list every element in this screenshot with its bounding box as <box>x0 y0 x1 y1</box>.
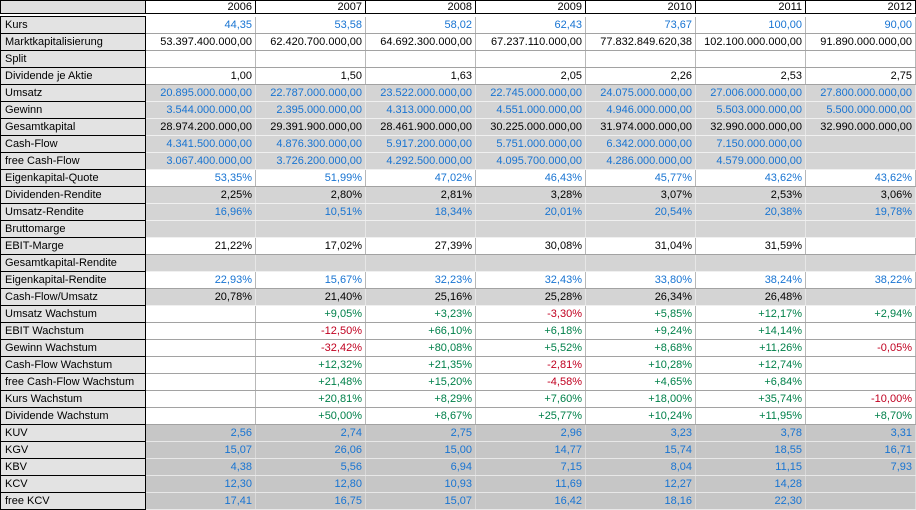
table-cell: +3,23% <box>366 306 476 323</box>
table-row <box>1 255 916 272</box>
table-cell: 22,93% <box>146 272 256 289</box>
table-cell: 3,07% <box>586 187 696 204</box>
table-cell: 15,67% <box>256 272 366 289</box>
row-label: Cash-Flow/Umsatz <box>1 289 146 306</box>
year-header: 2010 <box>586 1 696 14</box>
table-cell: 3.726.200.000,00 <box>256 153 366 170</box>
table-cell: 91.890.000.000,00 <box>806 34 916 51</box>
table-cell: +8,67% <box>366 408 476 425</box>
table-row <box>1 102 916 119</box>
table-cell: 2,96 <box>476 425 586 442</box>
table-cell: 26,06 <box>256 442 366 459</box>
table-cell <box>476 51 586 68</box>
table-cell: 73,67 <box>586 17 696 34</box>
table-row <box>1 340 916 357</box>
table-row <box>1 323 916 340</box>
table-cell: 25,28% <box>476 289 586 306</box>
table-cell: 3.067.400.000,00 <box>146 153 256 170</box>
table-row <box>1 408 916 425</box>
table-cell: 2,81% <box>366 187 476 204</box>
row-label: free KCV <box>1 493 146 510</box>
row-label: Umsatz <box>1 85 146 102</box>
table-cell <box>366 221 476 238</box>
table-cell <box>696 51 806 68</box>
table-cell: +80,08% <box>366 340 476 357</box>
row-label: KGV <box>1 442 146 459</box>
table-cell: 18,34% <box>366 204 476 221</box>
table-cell: 18,16 <box>586 493 696 510</box>
table-cell: +12,74% <box>696 357 806 374</box>
table-cell: 10,51% <box>256 204 366 221</box>
row-label: Eigenkapital-Quote <box>1 170 146 187</box>
table-cell: 64.692.300.000,00 <box>366 34 476 51</box>
table-cell: 4.313.000.000,00 <box>366 102 476 119</box>
table-cell: 21,22% <box>146 238 256 255</box>
table-cell: 27.006.000.000,00 <box>696 85 806 102</box>
table-cell: 16,71 <box>806 442 916 459</box>
table-row <box>1 476 916 493</box>
table-cell: -10,00% <box>806 391 916 408</box>
table-cell: 24.075.000.000,00 <box>586 85 696 102</box>
table-cell <box>146 340 256 357</box>
table-cell: +7,60% <box>476 391 586 408</box>
table-cell: 4.292.500.000,00 <box>366 153 476 170</box>
table-cell: 6,94 <box>366 459 476 476</box>
table-cell <box>146 408 256 425</box>
table-cell: 14,77 <box>476 442 586 459</box>
table-cell: 77.832.849.620,38 <box>586 34 696 51</box>
table-cell <box>146 391 256 408</box>
table-cell: 31,04% <box>586 238 696 255</box>
table-row <box>1 119 916 136</box>
table-cell: -12,50% <box>256 323 366 340</box>
table-cell: 43,62% <box>806 170 916 187</box>
table-cell <box>806 357 916 374</box>
table-cell: +12,32% <box>256 357 366 374</box>
table-cell: 15,07 <box>146 442 256 459</box>
table-cell: +10,28% <box>586 357 696 374</box>
table-cell: 7,93 <box>806 459 916 476</box>
table-cell: 4.579.000.000,00 <box>696 153 806 170</box>
table-cell: 15,00 <box>366 442 476 459</box>
table-row <box>1 306 916 323</box>
row-label: Gewinn <box>1 102 146 119</box>
table-cell: 5,56 <box>256 459 366 476</box>
table-cell: 5.917.200.000,00 <box>366 136 476 153</box>
table-cell: 2.395.000.000,00 <box>256 102 366 119</box>
year-header: 2012 <box>806 1 916 14</box>
table-cell <box>256 255 366 272</box>
table-cell: 46,43% <box>476 170 586 187</box>
table-row <box>1 357 916 374</box>
table-cell: 4.095.700.000,00 <box>476 153 586 170</box>
row-label: Gesamtkapital-Rendite <box>1 255 146 272</box>
table-cell: 53,58 <box>256 17 366 34</box>
table-cell <box>586 51 696 68</box>
table-cell: +18,00% <box>586 391 696 408</box>
table-row <box>1 17 916 34</box>
table-cell: 27,39% <box>366 238 476 255</box>
table-cell: 6.342.000.000,00 <box>586 136 696 153</box>
table-cell: 16,42 <box>476 493 586 510</box>
table-cell <box>806 221 916 238</box>
table-cell: +14,14% <box>696 323 806 340</box>
table-cell: 32,43% <box>476 272 586 289</box>
table-cell: 33,80% <box>586 272 696 289</box>
table-row <box>1 221 916 238</box>
table-cell <box>146 357 256 374</box>
year-header-row <box>1 1 916 14</box>
table-cell: +12,17% <box>696 306 806 323</box>
table-cell: 28.461.900.000,00 <box>366 119 476 136</box>
table-cell: 45,77% <box>586 170 696 187</box>
table-cell: -4,58% <box>476 374 586 391</box>
table-cell: 32.990.000.000,00 <box>696 119 806 136</box>
table-cell: -2,81% <box>476 357 586 374</box>
table-cell: 12,27 <box>586 476 696 493</box>
year-header: 2009 <box>476 1 586 14</box>
table-cell: +11,26% <box>696 340 806 357</box>
table-cell: 21,40% <box>256 289 366 306</box>
table-cell <box>476 221 586 238</box>
table-cell <box>146 306 256 323</box>
table-cell: 43,62% <box>696 170 806 187</box>
table-row <box>1 136 916 153</box>
table-cell: 27.800.000.000,00 <box>806 85 916 102</box>
row-label: EBIT-Marge <box>1 238 146 255</box>
table-cell: 30.225.000.000,00 <box>476 119 586 136</box>
table-cell: +50,00% <box>256 408 366 425</box>
table-cell: 53,35% <box>146 170 256 187</box>
table-cell: 29.391.900.000,00 <box>256 119 366 136</box>
table-cell: 1,00 <box>146 68 256 85</box>
table-cell: 62.420.700.000,00 <box>256 34 366 51</box>
table-cell: 30,08% <box>476 238 586 255</box>
table-cell: +6,84% <box>696 374 806 391</box>
row-label: KBV <box>1 459 146 476</box>
table-row <box>1 442 916 459</box>
year-header: 2006 <box>146 1 256 14</box>
table-row <box>1 170 916 187</box>
table-cell <box>806 476 916 493</box>
table-cell: +21,35% <box>366 357 476 374</box>
table-row <box>1 425 916 442</box>
table-cell: 28.974.200.000,00 <box>146 119 256 136</box>
table-cell: 4.286.000.000,00 <box>586 153 696 170</box>
table-cell: 2,80% <box>256 187 366 204</box>
table-row <box>1 493 916 510</box>
table-row <box>1 272 916 289</box>
table-cell: -3,30% <box>476 306 586 323</box>
table-cell <box>806 374 916 391</box>
table-cell: 22.745.000.000,00 <box>476 85 586 102</box>
table-cell <box>146 255 256 272</box>
table-cell <box>586 221 696 238</box>
table-cell: 100,00 <box>696 17 806 34</box>
table-cell: 3,23 <box>586 425 696 442</box>
row-label: KCV <box>1 476 146 493</box>
table-cell: 11,69 <box>476 476 586 493</box>
table-cell: 31.974.000.000,00 <box>586 119 696 136</box>
table-cell <box>256 51 366 68</box>
corner-cell <box>1 1 146 14</box>
row-label: free Cash-Flow Wachstum <box>1 374 146 391</box>
table-cell: 3,31 <box>806 425 916 442</box>
table-cell: 17,02% <box>256 238 366 255</box>
table-cell: 4,38 <box>146 459 256 476</box>
table-cell: 2,53 <box>696 68 806 85</box>
table-cell: 32,23% <box>366 272 476 289</box>
table-cell <box>806 323 916 340</box>
table-cell: +21,48% <box>256 374 366 391</box>
table-cell: 2,05 <box>476 68 586 85</box>
table-cell <box>146 51 256 68</box>
table-cell: 2,74 <box>256 425 366 442</box>
table-cell: 11,15 <box>696 459 806 476</box>
table-cell: +20,81% <box>256 391 366 408</box>
row-label: Dividenden-Rendite <box>1 187 146 204</box>
row-label: Eigenkapital-Rendite <box>1 272 146 289</box>
table-cell: 14,28 <box>696 476 806 493</box>
table-cell: 44,35 <box>146 17 256 34</box>
table-cell: 102.100.000.000,00 <box>696 34 806 51</box>
table-cell: 15,07 <box>366 493 476 510</box>
table-cell: 12,80 <box>256 476 366 493</box>
table-cell: 4.946.000.000,00 <box>586 102 696 119</box>
year-header: 2007 <box>256 1 366 14</box>
table-cell: 20,54% <box>586 204 696 221</box>
row-label: Dividende Wachstum <box>1 408 146 425</box>
table-row <box>1 238 916 255</box>
row-label: Bruttomarge <box>1 221 146 238</box>
table-cell: 7,15 <box>476 459 586 476</box>
table-cell: 15,74 <box>586 442 696 459</box>
table-cell: 26,48% <box>696 289 806 306</box>
table-cell: +4,65% <box>586 374 696 391</box>
table-cell: 23.522.000.000,00 <box>366 85 476 102</box>
table-cell: 8,04 <box>586 459 696 476</box>
table-cell <box>806 153 916 170</box>
table-cell: +35,74% <box>696 391 806 408</box>
table-cell: 90,00 <box>806 17 916 34</box>
table-cell <box>806 493 916 510</box>
table-row <box>1 51 916 68</box>
table-row <box>1 391 916 408</box>
table-cell: 18,55 <box>696 442 806 459</box>
table-cell: +10,24% <box>586 408 696 425</box>
table-cell: 51,99% <box>256 170 366 187</box>
table-cell: 2,25% <box>146 187 256 204</box>
row-label: Split <box>1 51 146 68</box>
table-cell: +8,70% <box>806 408 916 425</box>
table-row <box>1 68 916 85</box>
row-label: Kurs Wachstum <box>1 391 146 408</box>
row-label: Gewinn Wachstum <box>1 340 146 357</box>
table-cell <box>366 51 476 68</box>
table-cell: 2,56 <box>146 425 256 442</box>
table-cell: 5.751.000.000,00 <box>476 136 586 153</box>
table-row <box>1 153 916 170</box>
table-cell <box>696 221 806 238</box>
table-cell: 4.876.300.000,00 <box>256 136 366 153</box>
table-cell: +8,29% <box>366 391 476 408</box>
table-cell <box>256 221 366 238</box>
table-cell: 32.990.000.000,00 <box>806 119 916 136</box>
row-label: Cash-Flow Wachstum <box>1 357 146 374</box>
table-row <box>1 289 916 306</box>
table-cell <box>806 238 916 255</box>
row-label: Cash-Flow <box>1 136 146 153</box>
year-header: 2011 <box>696 1 806 14</box>
year-header: 2008 <box>366 1 476 14</box>
row-label: KUV <box>1 425 146 442</box>
row-label: free Cash-Flow <box>1 153 146 170</box>
table-row <box>1 459 916 476</box>
table-cell: 53.397.400.000,00 <box>146 34 256 51</box>
table-cell <box>146 323 256 340</box>
table-cell: 2,75 <box>366 425 476 442</box>
table-cell: 17,41 <box>146 493 256 510</box>
table-cell: +15,20% <box>366 374 476 391</box>
table-row <box>1 187 916 204</box>
table-cell: -32,42% <box>256 340 366 357</box>
table-cell: 20,01% <box>476 204 586 221</box>
table-cell: 58,02 <box>366 17 476 34</box>
table-cell: 3,28% <box>476 187 586 204</box>
table-cell: 2,26 <box>586 68 696 85</box>
row-label: Umsatz-Rendite <box>1 204 146 221</box>
table-cell <box>366 255 476 272</box>
table-row <box>1 204 916 221</box>
table-cell <box>146 221 256 238</box>
row-label: Gesamtkapital <box>1 119 146 136</box>
table-cell: 7.150.000.000,00 <box>696 136 806 153</box>
row-label: Marktkapitalisierung <box>1 34 146 51</box>
table-cell: 16,96% <box>146 204 256 221</box>
table-cell: 3.544.000.000,00 <box>146 102 256 119</box>
table-cell: 62,43 <box>476 17 586 34</box>
table-cell <box>586 255 696 272</box>
table-cell: 3,78 <box>696 425 806 442</box>
table-row <box>1 85 916 102</box>
table-cell: 22.787.000.000,00 <box>256 85 366 102</box>
table-cell: 12,30 <box>146 476 256 493</box>
table-cell <box>476 255 586 272</box>
table-cell: 2,53% <box>696 187 806 204</box>
table-cell: 19,78% <box>806 204 916 221</box>
table-cell <box>696 255 806 272</box>
table-cell: 25,16% <box>366 289 476 306</box>
table-cell: 67.237.110.000,00 <box>476 34 586 51</box>
table-cell: +25,77% <box>476 408 586 425</box>
table-cell: 22,30 <box>696 493 806 510</box>
table-cell: +2,94% <box>806 306 916 323</box>
table-cell: 31,59% <box>696 238 806 255</box>
table-cell <box>806 51 916 68</box>
table-row <box>1 34 916 51</box>
row-label: EBIT Wachstum <box>1 323 146 340</box>
table-cell <box>146 374 256 391</box>
table-cell: 20.895.000.000,00 <box>146 85 256 102</box>
table-cell: 5.503.000.000,00 <box>696 102 806 119</box>
row-label: Dividende je Aktie <box>1 68 146 85</box>
table-cell: 20,38% <box>696 204 806 221</box>
row-label: Kurs <box>1 17 146 34</box>
row-label: Umsatz Wachstum <box>1 306 146 323</box>
table-cell: 47,02% <box>366 170 476 187</box>
table-cell: +9,24% <box>586 323 696 340</box>
table-cell: 10,93 <box>366 476 476 493</box>
table-cell: 2,75 <box>806 68 916 85</box>
table-cell: 26,34% <box>586 289 696 306</box>
table-cell: 3,06% <box>806 187 916 204</box>
table-cell: +8,68% <box>586 340 696 357</box>
table-cell: 1,50 <box>256 68 366 85</box>
table-cell: 38,24% <box>696 272 806 289</box>
table-cell: 5.500.000.000,00 <box>806 102 916 119</box>
table-cell <box>806 255 916 272</box>
table-cell: +9,05% <box>256 306 366 323</box>
table-cell: 20,78% <box>146 289 256 306</box>
table-cell: +5,52% <box>476 340 586 357</box>
table-cell: -0,05% <box>806 340 916 357</box>
table-cell <box>806 136 916 153</box>
table-cell: 1,63 <box>366 68 476 85</box>
table-cell: +6,18% <box>476 323 586 340</box>
table-cell: +5,85% <box>586 306 696 323</box>
table-cell: 4.551.000.000,00 <box>476 102 586 119</box>
table-cell: 16,75 <box>256 493 366 510</box>
table-row <box>1 374 916 391</box>
table-cell: +66,10% <box>366 323 476 340</box>
table-cell <box>806 289 916 306</box>
table-cell: 38,22% <box>806 272 916 289</box>
table-cell: 4.341.500.000,00 <box>146 136 256 153</box>
table-cell: +11,95% <box>696 408 806 425</box>
